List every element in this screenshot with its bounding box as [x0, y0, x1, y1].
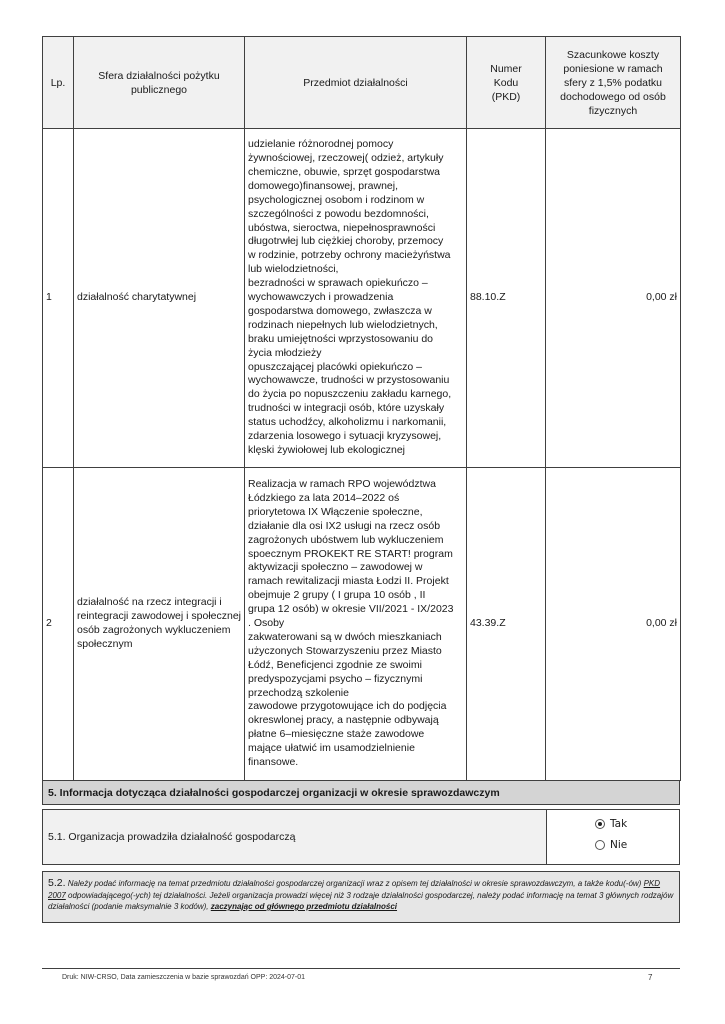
- subject-line: bezradności w sprawach opiekuńczo –: [248, 277, 428, 290]
- header-lp: Lp.: [43, 37, 74, 129]
- row-lp: 1: [43, 129, 74, 468]
- subject-line: lub wielodzietności,: [248, 263, 339, 276]
- subject-line: zdarzenia losowego i sytuacji kryzysowej,: [248, 430, 442, 443]
- header-cost: Szacunkowe koszty poniesione w ramach sfery z 1,5% podatku dochodowego od osób fizycznych: [546, 37, 681, 129]
- table-row: [43, 468, 681, 781]
- subject-line: grupa 12 osób) w okresie VII/2021 - IX/2023: [248, 603, 454, 616]
- subject-line: finansowe.: [248, 756, 299, 769]
- section-5-title: 5. Informacja dotycząca działalności gospodarczej organizacji w okresie sprawozdawczym: [42, 781, 680, 805]
- subject-line: rodzinach niepełnych lub wielodzietnych,: [248, 318, 438, 331]
- subject-line: życia młodzieży: [248, 346, 322, 359]
- page-number: 7: [648, 973, 653, 982]
- pkd-link: PKD 2007: [48, 879, 661, 900]
- row-cost: 0,00 zł: [546, 129, 681, 468]
- subject-line: w rodzinie, potrzeby ochrony macieżyństwa: [248, 249, 451, 262]
- subject-line: chemiczne, obuwie, sprzęt gospodarstwa: [248, 165, 441, 178]
- subject-line: wychowawcze, trudności w przystosowaniu: [248, 374, 450, 387]
- radio-option-no[interactable]: [595, 839, 627, 851]
- row-pkd: 43.39.Z: [467, 468, 546, 781]
- report-page: [42, 36, 680, 923]
- row-lp: 2: [43, 468, 74, 781]
- row-cost: 0,00 zł: [546, 468, 681, 781]
- subject-line: użyczonych Stowarzyszeniu przez Miasto: [248, 644, 442, 657]
- subject-line: ramach rewitalizacji miasta Łodzi II. Projekt: [248, 575, 449, 588]
- subject-line: przechodzą szkolenie: [248, 686, 349, 699]
- subject-line: status uchodźcy, alkoholizmu i narkomanii,: [248, 416, 447, 429]
- activity-table: [42, 36, 681, 781]
- row-subject: [245, 468, 467, 781]
- question-5-2-text: Należy podać informację na temat przedmiotu działalności gospodarczej organizacji wraz z opisem tej działalności w okresie sprawozdawczym, a także kodu(-ów): [67, 879, 642, 888]
- footer-divider: [42, 968, 680, 969]
- subject-line: płatne 6–miesięczne staże zawodowe: [248, 728, 425, 741]
- table-row: [43, 129, 681, 468]
- subject-line: żywnościowej, rzeczowej( odzież, artykuły: [248, 151, 444, 164]
- subject-line: wychowawczych i prowadzenia: [248, 291, 394, 304]
- radio-no-label: Nie: [610, 839, 628, 851]
- subject-line: trudności w integracji osób, które uzyskały: [248, 402, 445, 415]
- row-sphere: działalność na rzecz integracji i reintegracji zawodowej i społecznej osób zagrożonych wykluczeniem społecznym: [74, 468, 245, 781]
- row-subject: [245, 129, 467, 468]
- question-5-1-label: 5.1. Organizacja prowadziła działalność gospodarczą: [43, 810, 547, 864]
- question-5-2: [42, 871, 680, 923]
- table-header-row: [43, 37, 681, 129]
- question-5-2-number: 5.2.: [48, 877, 66, 889]
- subject-line: psychologicznej osobom i rodzinom w: [248, 193, 425, 206]
- subject-line: Realizacja w ramach RPO województwa: [248, 477, 436, 490]
- radio-option-yes[interactable]: [595, 818, 627, 830]
- row-sphere: działalność charytatywnej: [74, 129, 245, 468]
- header-pkd: Numer Kodu (PKD): [467, 37, 546, 129]
- subject-line: okreswlonej pracy, a następnie odbywają: [248, 714, 439, 727]
- radio-yes-label: Tak: [610, 818, 628, 830]
- subject-line: zakwaterowani są w dwóch mieszkaniach: [248, 630, 442, 643]
- radio-unchecked-icon[interactable]: [595, 840, 605, 850]
- subject-line: działanie dla osi IX2 usługi na rzecz osób: [248, 519, 441, 532]
- subject-line: gospodarstwa domowego, zwłaszcza w: [248, 304, 432, 317]
- subject-line: obejmuje 2 grupy ( I grupa 10 osób , II: [248, 589, 426, 602]
- subject-line: udzielanie różnorodnej pomocy: [248, 138, 394, 151]
- header-sphere: Sfera działalności pożytku publicznego: [74, 37, 245, 129]
- subject-line: zawodowe przygotowujące ich do podjęcia: [248, 700, 447, 713]
- subject-line: szczególności z powodu bezdomności,: [248, 207, 429, 220]
- subject-line: domowego)finansowej, prawnej,: [248, 179, 398, 192]
- subject-line: zagrożonych ubóstwem lub wykluczeniem: [248, 533, 444, 546]
- subject-line: do życia po nopuszczeniu zakładu karnego,: [248, 388, 452, 401]
- radio-checked-icon[interactable]: [595, 819, 605, 829]
- subject-line: opuszczającej placówki opiekuńczo –: [248, 360, 422, 373]
- subject-line: braku umiejętności wprzystosowaniu do: [248, 332, 434, 345]
- subject-line: klęski żywiołowej lub ekologicznej: [248, 444, 405, 457]
- subject-line: długotrwłej lub ciężkiej choroby, przemocy: [248, 235, 444, 248]
- question-5-2-emphasis: zaczynając od głównego przedmiotu działalności: [210, 902, 398, 911]
- subject-line: Łódź, Beneficjenci zgodnie ze swoimi: [248, 658, 422, 671]
- row-pkd: 88.10.Z: [467, 129, 546, 468]
- subject-line: predyspozycjami psycho – fizycznymi: [248, 672, 423, 685]
- subject-line: aktywizacji społeczno – zawodowej w: [248, 561, 423, 574]
- subject-line: ubóstwa, sieroctwa, niepełnosprawności: [248, 221, 436, 234]
- subject-line: mające ułatwić im usamodzielnienie: [248, 742, 415, 755]
- subject-line: Łódzkiego za lata 2014–2022 oś: [248, 491, 400, 504]
- subject-line: priorytetowa IX Włączenie społeczne,: [248, 505, 423, 518]
- footer-text: Druk: NIW-CRSO, Data zamieszczenia w bazie sprawozdań OPP: 2024-07-01: [62, 974, 306, 981]
- header-subject: Przedmiot działalności: [245, 37, 467, 129]
- question-5-2-text: odpowiadającego(-ych) tej działalności. Jeżeli organizacja prowadzi więcej niż 3 rodzaje działalności gospodarczej, należy podać informację na temat 3 głównych rodzajów działalności (podanie maksymalnie 3 kodów),: [48, 890, 674, 911]
- subject-line: spoecznym PROKEKT RE START! program: [248, 547, 453, 560]
- business-activity-radio-group: [547, 810, 679, 864]
- question-5-1: [42, 809, 680, 865]
- subject-line: . Osoby: [248, 617, 285, 630]
